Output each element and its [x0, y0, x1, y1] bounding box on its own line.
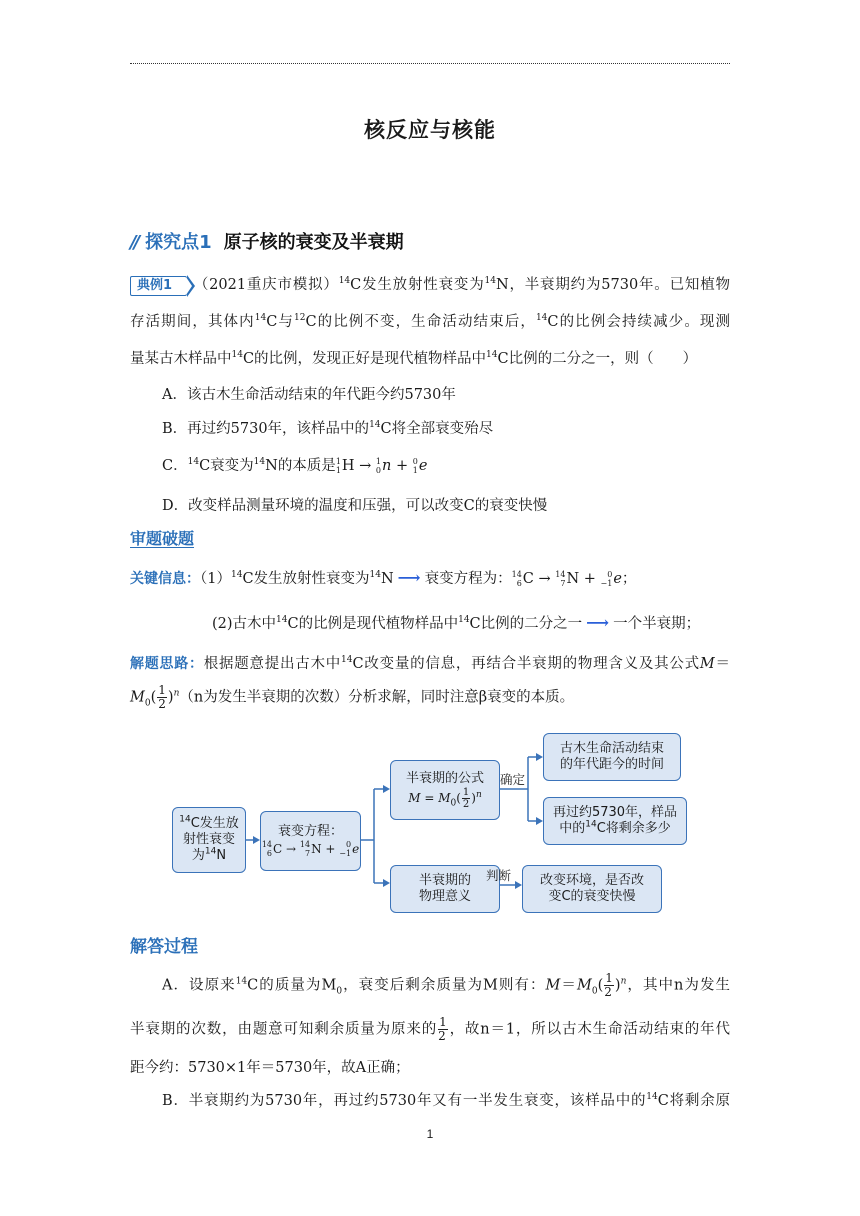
double-slash-icon: //: [130, 232, 138, 253]
example-tag: 典例1: [130, 276, 187, 296]
analysis-heading: 审题破题: [130, 529, 195, 548]
box-c14-decay: $^{14}$C发生放 射性衰变 为$^{14}$N: [172, 807, 246, 873]
key-info-line-2: (2)古木中$^{14}$C的比例是现代植物样品中$^{14}$C比例的二分之一 ⟶ 一个半衰期；: [212, 613, 701, 632]
option-c: C．$^{14}$C衰变为$^{14}$N的本质是 1 1 H → 1 0 n + 0 1 e: [162, 457, 428, 475]
example-source: （2021重庆市模拟）: [193, 277, 339, 293]
box-decay-equation: 衰变方程： 14 6 C → 14 7 N + 0 −1 e: [260, 811, 361, 871]
arrow-right-icon: ⟶: [586, 613, 610, 632]
solution-line-2: 半衰期的次数，由题意可知剩余质量为原来的 $\frac{1}{2}$ ，故n＝1，所以古木生命活动结束的年代: [130, 1015, 731, 1043]
page-number: 1: [426, 1127, 434, 1141]
section-text: 原子核的衰变及半衰期: [223, 232, 404, 253]
label-judge: 判断: [486, 868, 512, 883]
option-a: A．该古木生命活动结束的年代距今约5730年: [162, 387, 456, 403]
box-half-life-meaning: 半衰期的 物理意义: [390, 865, 500, 913]
option-b: B．再过约5730年，该样品中的$^{14}$C将全部衰变殆尽: [162, 420, 494, 437]
section-label: 探究点1: [145, 232, 212, 253]
box-environment: 改变环境，是否改 变C的衰变快慢: [522, 865, 662, 913]
idea-line-2: $M_0$( $\frac{1}{2}$ )$^n$（n为发生半衰期的次数）分析求解，同时注意β衰变的本质。: [130, 683, 575, 711]
key-info-line-1: 关键信息：$(1)^{14}C$发生放射性衰变为$^{14}$N ⟶ 衰变方程为： 14 6 C → 14 7 N + 0 −1 e；: [130, 568, 637, 588]
idea-line-1: 解题思路：根据题意提出古木中$^{14}$C改变量的信息，再结合半衰期的物理含义及其公式M＝: [130, 655, 731, 672]
example-line-1: 典例1 （2021重庆市模拟）$^{14}$C发生放射性衰变为$^{14}$N，半衰期约为5730年。已知植物: [130, 274, 730, 296]
label-confirm: 确定: [500, 772, 526, 787]
solution-line-4: B．半衰期约为5730年，再过约5730年又有一半发生衰变，该样品中的$^{14}$C将剩余原: [162, 1092, 730, 1109]
example-line-2: 存活期间，其体内$^{14}$C与$^{12}$C的比例不变，生命活动结束后，$^{14}$C的比例会持续减少。现测: [130, 313, 731, 330]
page-title: 核反应与核能: [364, 118, 496, 142]
solution-line-3: 距今约：5730×1年＝5730年，故A正确；: [130, 1060, 410, 1076]
box-remaining-c14: 再过约5730年，样品 中的$^{14}$C将剩余多少: [543, 797, 687, 845]
example-line-3: 量某古木样品中$^{14}$C的比例，发现正好是现代植物样品中$^{14}$C比例的二分之一，则（ ）: [130, 350, 698, 367]
arrow-right-icon: ⟶: [397, 568, 421, 587]
solution-line-1: A．设原来$^{14}$C的质量为$M_0$，衰变后剩余质量为M则有：$M=M_0$( $\frac{1}{2}$ )$^n$，其中n为发生: [162, 971, 731, 999]
solution-heading: 解答过程: [130, 937, 198, 957]
box-half-life-formula: 半衰期的公式 $M = M_0$( $\frac{1}{2}$ )$^n$: [390, 760, 500, 820]
option-d: D．改变样品测量环境的温度和压强，可以改变C的衰变快慢: [162, 498, 548, 514]
box-elapsed-time: 古木生命活动结束 的年代距今的时间: [543, 733, 681, 781]
